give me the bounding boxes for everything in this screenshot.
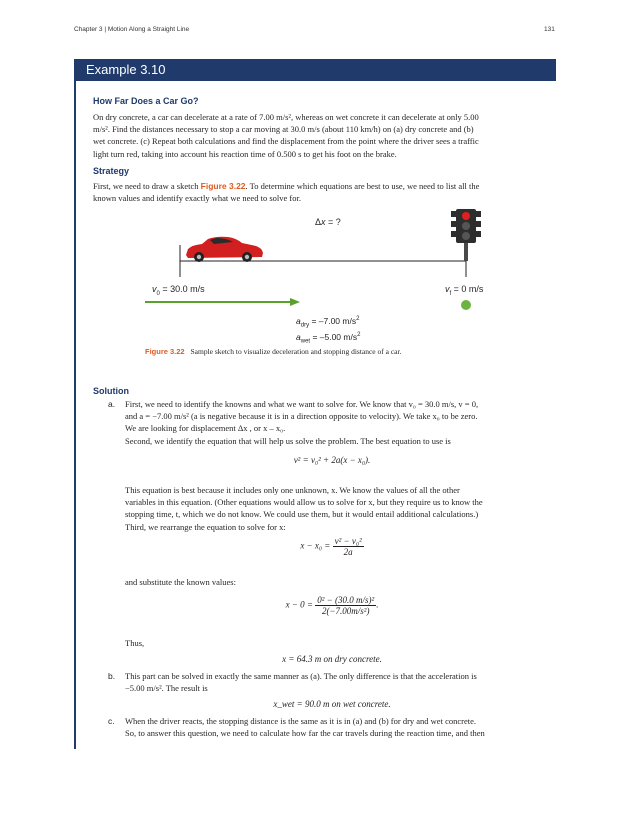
page-number: 131 (544, 26, 555, 33)
v0-label: $v_0 = 30.0$ m/s (152, 284, 205, 297)
problem-line: wet concrete. (c) Repeat both calculations and find the displacement from the point where the driver sees a traffic (93, 136, 479, 147)
part-b-line: This part can be solved in exactly the same manner as (a). The only difference is that the acceleration is (125, 671, 477, 681)
part-a-line: We are looking for displacement Δx , or x – x₀. (125, 423, 286, 434)
part-b-marker: b. (108, 671, 116, 681)
vf-label: $v_f = 0$ m/s (445, 284, 484, 297)
example-banner (74, 59, 556, 81)
strategy-text (93, 180, 539, 204)
part-b-text (125, 670, 539, 694)
eq2-numerator: v² − v₀² (334, 536, 362, 546)
equation-2 (125, 536, 539, 557)
part-a-line: stopping time, t, which we do not know. We could use them, but it would entail additional calculations.) (125, 509, 479, 520)
part-a-line: variables in this equation. (Other equations would allow us to solve for x, but they require us to know the (125, 497, 483, 508)
stopped-dot (461, 300, 471, 310)
strategy-line-1b: . To determine which equations are best to use, we need to list all the (245, 181, 480, 191)
part-a-line: Third, we rearrange the equation to solve for x: (125, 521, 286, 532)
solution-heading: Solution (93, 386, 129, 396)
example-title: Example 3.10 (86, 62, 166, 77)
figure-3-22 (140, 205, 520, 350)
figure-caption (145, 347, 401, 356)
result-dry: x = 64.3 m on dry concrete. (282, 654, 382, 664)
strategy-line-1a: First, we need to draw a sketch (93, 181, 201, 191)
eq2-fraction (333, 536, 364, 557)
eq3-denominator: 2(−7.00m/s²) (321, 606, 370, 616)
part-a-line: and a = −7.00 m/s² (a is negative because it is in a direction opposite to velocity). We take x₀ to be zero. (125, 411, 478, 422)
car-icon (186, 237, 263, 262)
part-a-text (125, 398, 539, 447)
a-wet-label: $a_{wet} = -5.00$ $m/s^2$ (296, 332, 361, 345)
eq2-left: x − x₀ = (300, 540, 331, 551)
running-header: Chapter 3 | Motion Along a Straight Line (74, 26, 190, 33)
part-a-line: Second, we identify the equation that will help us solve the problem. The best equation to use is (125, 435, 451, 446)
problem-statement (93, 111, 539, 160)
problem-line: On dry concrete, a car can decelerate at a rate of 7.00 m/s², whereas on wet concrete it can decelerate at only 5.00 (93, 112, 479, 122)
part-a-line: This equation is best because it includes only one unknown, x. We know the values of all the other (125, 485, 460, 495)
caption-text: Sample sketch to visualize deceleration and stopping distance of a car. (190, 347, 402, 356)
thus-text: Thus, (125, 638, 145, 648)
velocity-arrowhead (290, 298, 300, 306)
part-a-line: First, we need to identify the knowns and what we want to solve for. We know that v₀ = 30.0 m/s, v = 0, (125, 399, 479, 409)
equation-3 (125, 595, 539, 616)
example-side-rule (74, 81, 76, 749)
part-b-line: −5.00 m/s². The result is (125, 683, 208, 694)
part-a-explanation (125, 484, 539, 533)
part-c-text (125, 715, 539, 739)
eq3-fraction (315, 595, 379, 616)
part-a-marker: a. (108, 399, 116, 409)
problem-line: light turn red, taking into account his reaction time of 0.500 s to get his foot on the brake. (93, 148, 397, 159)
equation-1: v² = v₀² + 2a(x − x₀). (293, 455, 371, 465)
eq3-numerator: 0² − (30.0 m/s)² (317, 595, 375, 605)
eq3-period: . (376, 599, 379, 610)
figure-link[interactable]: Figure 3.22 (200, 181, 246, 191)
example-heading: How Far Does a Car Go? (93, 96, 199, 106)
a-dry-label: $a_{dry} = -7.00$ $m/s^2$ (296, 316, 360, 329)
caption-label: Figure 3.22 (145, 347, 185, 356)
part-c-line: So, to answer this question, we need to calculate how far the car travels during the reaction time, and then (125, 728, 485, 739)
strategy-line-2: known values and identify exactly what we need to solve for. (93, 193, 301, 204)
substitute-text: and substitute the known values: (125, 577, 236, 587)
result-wet: x_wet = 90.0 m on wet concrete. (273, 699, 391, 709)
strategy-heading: Strategy (93, 166, 130, 176)
eq2-denominator: 2a (343, 547, 353, 557)
traffic-light-icon (451, 209, 481, 261)
part-c-marker: c. (108, 716, 115, 726)
problem-line: m/s². Find the distances necessary to stop a car moving at 30.0 m/s (about 110 km/h) on (a) dry concrete and (b) (93, 124, 474, 135)
delta-x-label: Δx = ? (315, 217, 341, 227)
part-c-line: When the driver reacts, the stopping distance is the same as it is in (a) and (b) for dry and wet concrete. (125, 716, 476, 726)
eq3-left: x − 0 = (285, 599, 313, 610)
